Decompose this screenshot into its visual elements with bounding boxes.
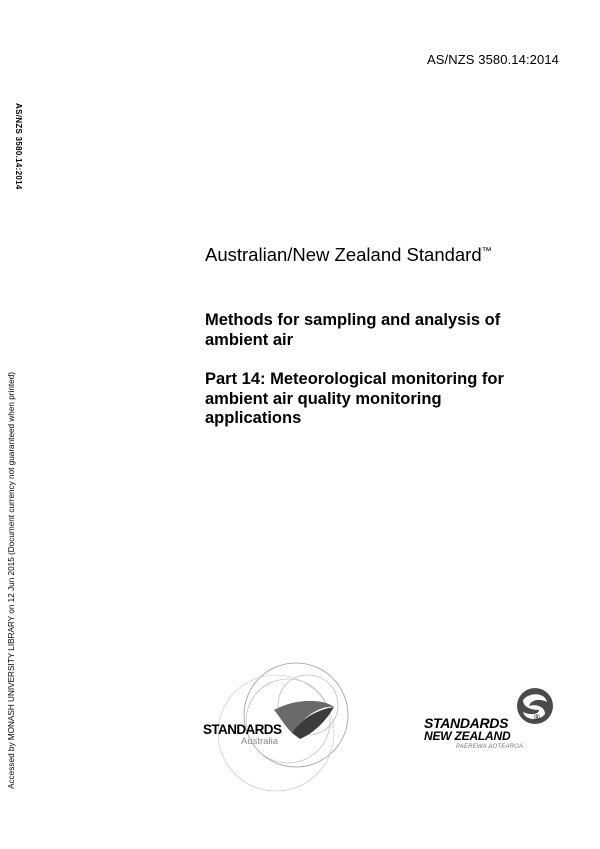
standards-nz-wordmark: STANDARDS	[424, 715, 509, 731]
standards-nz-country: NEW ZEALAND	[424, 729, 511, 743]
subtitle-line: applications	[205, 409, 302, 427]
subtitle-line: Part 14: Meteorological monitoring for	[205, 370, 504, 388]
standards-australia-wordmark: STANDARDS	[203, 722, 282, 737]
standard-type-text: Australian/New Zealand Standard	[205, 244, 482, 265]
standards-nz-registered-mark: ®	[534, 713, 540, 722]
document-title	[205, 311, 565, 350]
standard-type-heading	[205, 244, 492, 266]
title-line: Methods for sampling and analysis of	[205, 311, 501, 329]
subtitle-line: ambient air quality monitoring	[205, 389, 442, 408]
access-notice: Accessed by MONASH UNIVERSITY LIBRARY on 12 Jun 2015 (Document currency not guaranteed when printed)	[7, 372, 16, 789]
document-number: AS/NZS 3580.14:2014	[427, 52, 559, 67]
title-line: ambient air	[205, 330, 294, 349]
trademark-symbol: ™	[481, 246, 492, 257]
spine-document-number: AS/NZS 3580.14:2014	[14, 103, 23, 190]
standards-nz-maori-name: PAEREWA AOTEAROA	[456, 744, 524, 750]
standards-australia-sub: Australia	[241, 736, 278, 747]
document-subtitle	[205, 370, 565, 429]
